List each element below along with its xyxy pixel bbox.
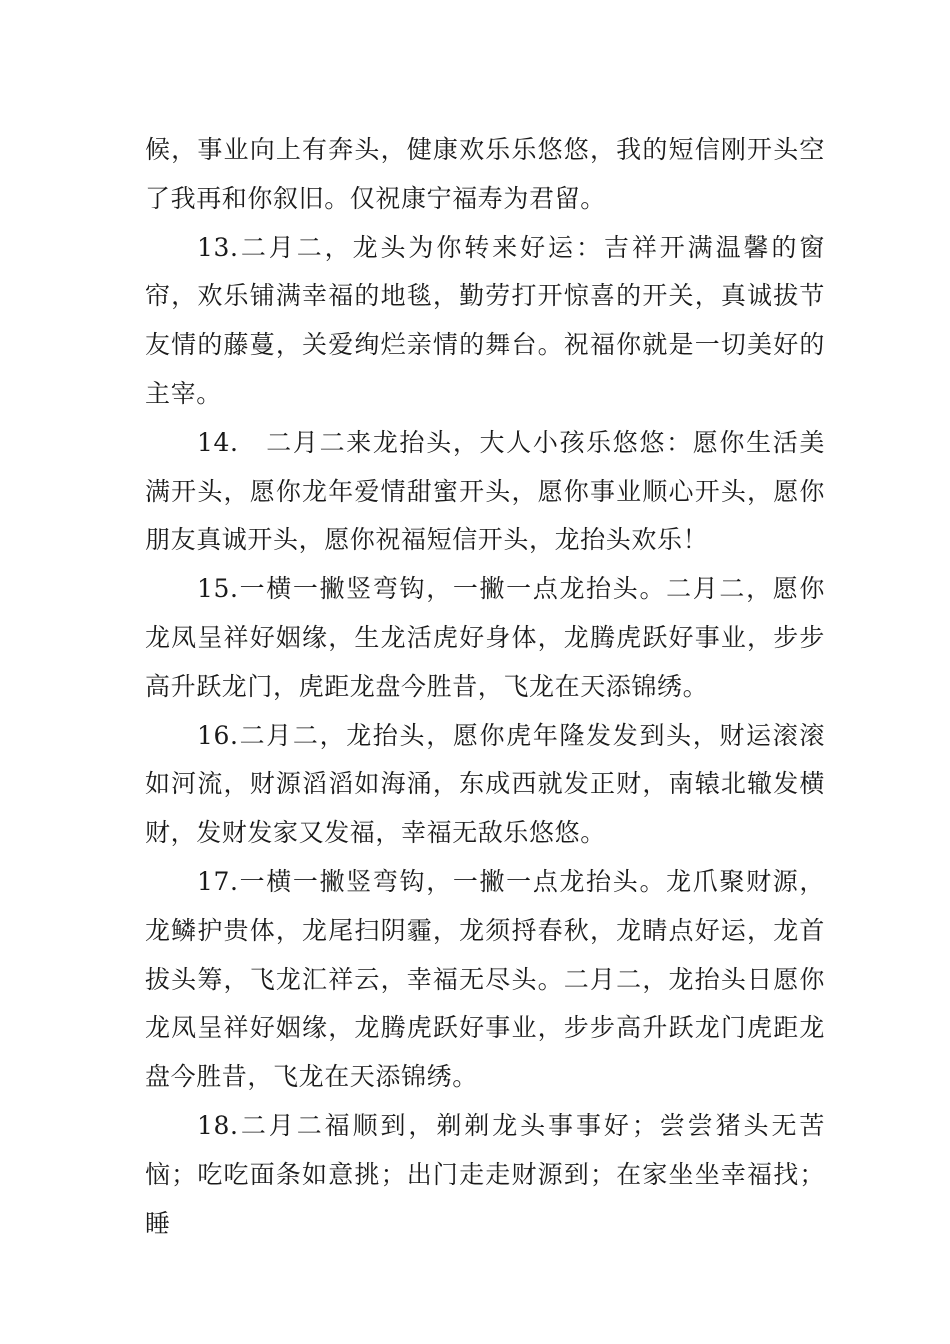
paragraph-16: 16.二月二，龙抬头，愿你虎年隆发发到头，财运滚滚如河流，财源滔滔如海涌，东成西就发正财，南辕北辙发横财，发财发家又发福，幸福无敌乐悠悠。 <box>145 720 825 848</box>
paragraph-continued: 候，事业向上有奔头，健康欢乐乐悠悠，我的短信刚开头空了我再和你叙旧。仅祝康宁福寿为君留。 <box>145 135 825 213</box>
paragraph-14: 14. 二月二来龙抬头，大人小孩乐悠悠：愿你生活美满开头，愿你龙年爱情甜蜜开头，愿你事业顺心开头，愿你朋友真诚开头，愿你祝福短信开头，龙抬头欢乐！ <box>145 427 825 555</box>
paragraph-18: 18.二月二福顺到，剃剃龙头事事好；尝尝猪头无苦恼；吃吃面条如意挑；出门走走财源到；在家坐坐幸福找；睡 <box>145 1110 825 1238</box>
document-body <box>145 126 825 1248</box>
paragraph-13: 13.二月二，龙头为你转来好运：吉祥开满温馨的窗帘，欢乐铺满幸福的地毯，勤劳打开惊喜的开关，真诚拔节友情的藤蔓，关爱绚烂亲情的舞台。祝福你就是一切美好的主宰。 <box>145 232 825 408</box>
paragraph-17: 17.一横一撇竖弯钩，一撇一点龙抬头。龙爪聚财源，龙鳞护贵体，龙尾扫阴霾，龙须捋春秋，龙睛点好运，龙首拔头筹，飞龙汇祥云，幸福无尽头。二月二，龙抬头日愿你龙凤呈祥好姻缘，龙腾虎跃好事业，步步高升跃龙门虎距龙盘今胜昔，飞龙在天添锦绣。 <box>145 866 825 1092</box>
paragraph-15: 15.一横一撇竖弯钩，一撇一点龙抬头。二月二，愿你龙凤呈祥好姻缘，生龙活虎好身体，龙腾虎跃好事业，步步高升跃龙门，虎距龙盘今胜昔，飞龙在天添锦绣。 <box>145 574 825 701</box>
